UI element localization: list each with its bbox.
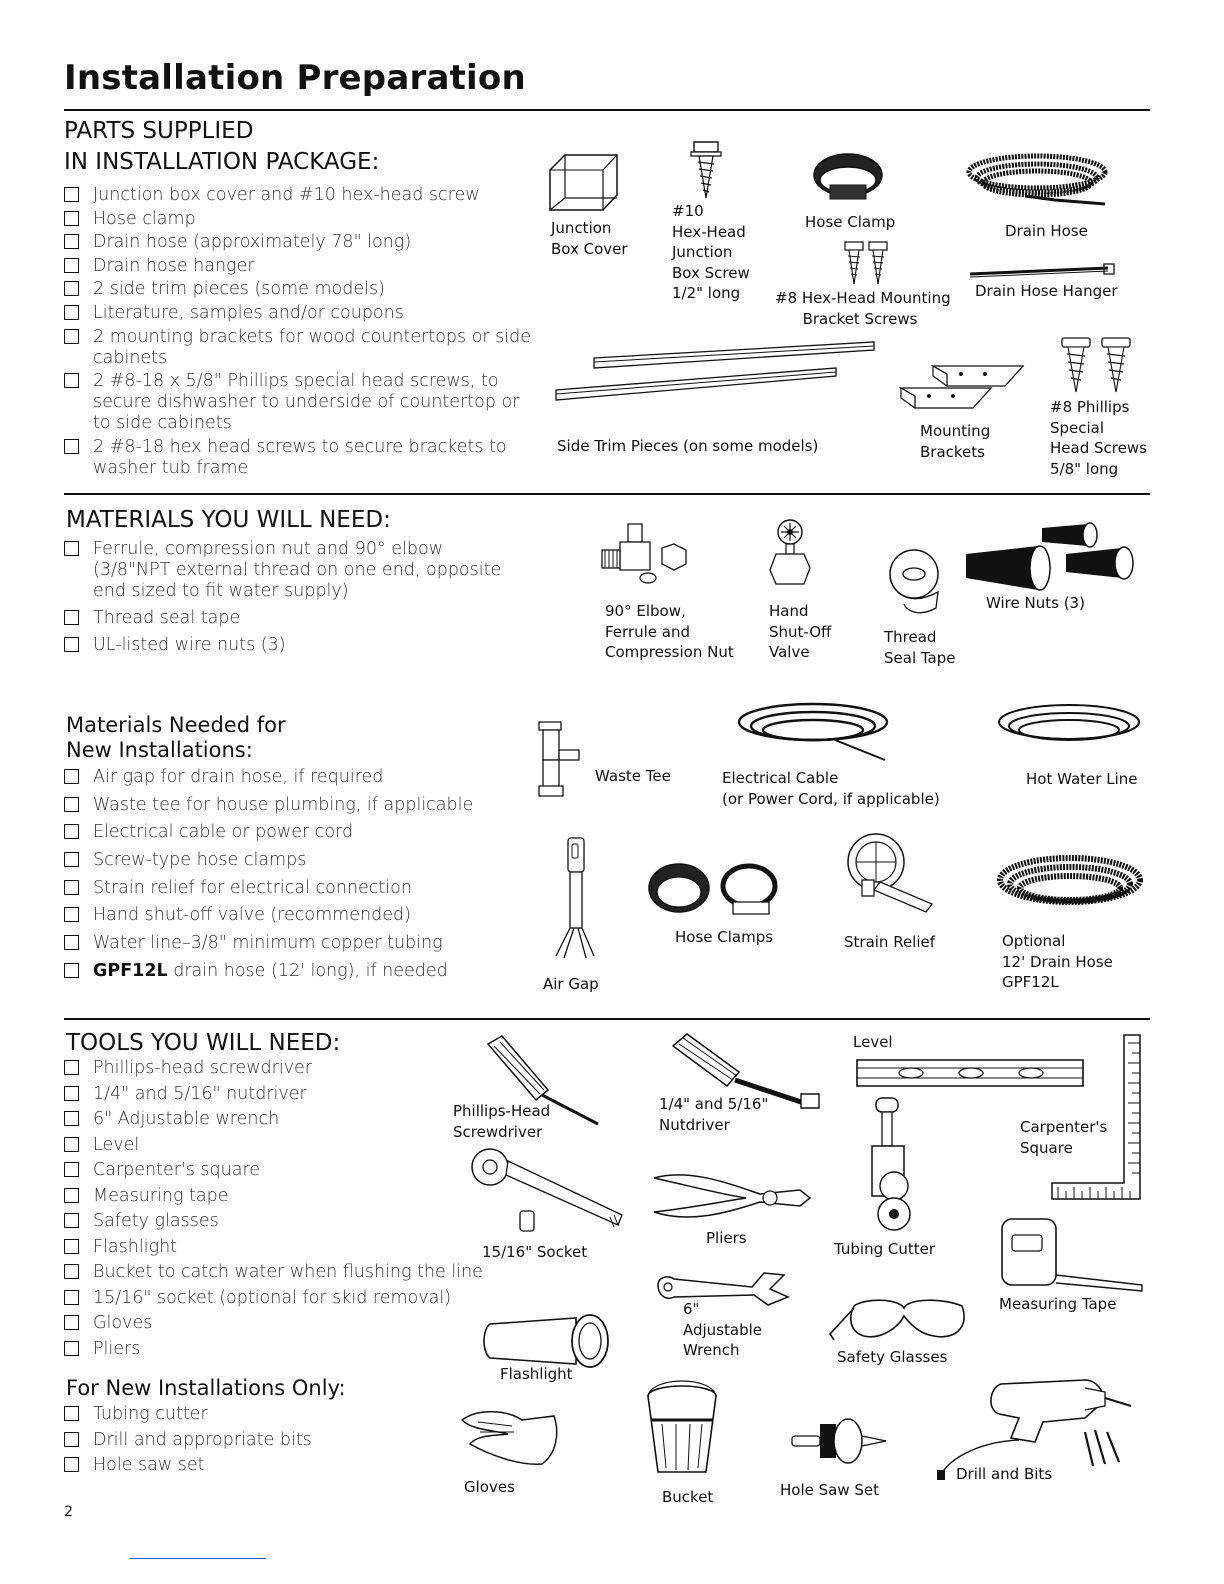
checkbox-icon[interactable]	[64, 907, 79, 922]
checkbox-icon[interactable]	[64, 1239, 79, 1254]
item-text: Carpenter's square	[93, 1160, 261, 1180]
checkbox-icon[interactable]	[64, 797, 79, 812]
item-text: Safety glasses	[93, 1211, 219, 1231]
item-text: Pliers	[93, 1338, 141, 1359]
item-text: 15/16" socket (optional for skid removal)	[93, 1287, 452, 1308]
drain-hose-icon	[965, 150, 1115, 215]
checkbox-icon[interactable]	[64, 439, 79, 454]
item-text: Junction box cover and #10 hex-head screw	[93, 185, 480, 205]
item-text: Drill and appropriate bits	[93, 1429, 312, 1450]
item-text: Thread seal tape	[93, 608, 241, 628]
hole-saw-icon	[790, 1416, 890, 1466]
mount-brackets-icon	[895, 352, 1030, 417]
tape-label: Thread Seal Tape	[884, 628, 956, 667]
item-text: Air gap for drain hose, if required	[93, 767, 384, 787]
socket-wrench-icon	[468, 1145, 633, 1235]
checklist-item	[64, 1211, 484, 1232]
checkbox-icon[interactable]	[64, 1086, 79, 1101]
new-tools-checklist	[64, 1404, 484, 1481]
checkbox-icon[interactable]	[64, 769, 79, 784]
hex-screw-icon	[688, 140, 724, 200]
checkbox-icon[interactable]	[64, 258, 79, 273]
checkbox-icon[interactable]	[64, 880, 79, 895]
checkbox-icon[interactable]	[64, 1341, 79, 1356]
hose-clamp-icon	[808, 148, 888, 203]
screwdriver-label: Phillips-Head Screwdriver	[453, 1102, 551, 1141]
checklist-item	[64, 635, 524, 656]
tools-heading: TOOLS YOU WILL NEED:	[66, 1030, 341, 1056]
thread-tape-icon	[876, 548, 958, 620]
checkbox-icon[interactable]	[64, 824, 79, 839]
item-text: Hose clamp	[93, 208, 196, 229]
checklist-item	[64, 327, 534, 369]
tools-checklist	[64, 1058, 484, 1364]
item-text: Flashlight	[93, 1236, 178, 1257]
item-text: Strain relief for electrical connection	[93, 877, 412, 898]
checklist-item	[64, 767, 524, 788]
checklist-item	[64, 1186, 484, 1207]
checklist-item	[64, 961, 524, 982]
checklist-item	[64, 905, 524, 926]
level-label: Level	[853, 1033, 893, 1051]
wrench-label: 6" Adjustable Wrench	[683, 1300, 762, 1359]
shutoff-valve-icon	[766, 518, 816, 593]
flashlight-icon	[480, 1312, 615, 1370]
gloves-label: Gloves	[464, 1478, 515, 1496]
checkbox-icon[interactable]	[64, 187, 79, 202]
parts-checklist	[64, 185, 534, 481]
item-model-code: GPF12L	[93, 960, 168, 981]
mount-screws-icon	[843, 240, 891, 290]
mount-screws-label: #8 Hex-Head Mounting Bracket Screws	[775, 289, 951, 328]
checklist-item	[64, 822, 524, 843]
square-label: Carpenter's Square	[1020, 1118, 1108, 1157]
item-text: 2 #8-18 hex head screws to secure brackets to washer tub frame	[93, 436, 507, 478]
checklist-item	[64, 850, 524, 871]
page-number: 2	[64, 1504, 73, 1520]
flashlight-label: Flashlight	[500, 1365, 573, 1383]
checklist-item	[64, 1288, 484, 1309]
checklist-item	[64, 1058, 484, 1079]
checkbox-icon[interactable]	[64, 1162, 79, 1177]
parts-heading: PARTS SUPPLIED IN INSTALLATION PACKAGE:	[64, 118, 380, 175]
checklist-item	[64, 185, 534, 206]
measuring-tape-label: Measuring Tape	[999, 1295, 1117, 1313]
checklist-item	[64, 1135, 484, 1156]
item-text: Measuring tape	[93, 1185, 229, 1206]
checkbox-icon[interactable]	[64, 305, 79, 320]
checkbox-icon[interactable]	[64, 1432, 79, 1447]
drain-hose-label: Drain Hose	[1005, 222, 1088, 240]
elbow-label: 90° Elbow, Ferrule and Compression Nut	[605, 602, 734, 661]
item-text: Screw-type hose clamps	[93, 850, 307, 871]
checkbox-icon[interactable]	[64, 637, 79, 652]
waste-tee-icon	[535, 720, 585, 800]
optional-hose-label: Optional 12' Drain Hose GPF12L	[1002, 932, 1113, 991]
tubing-cutter-icon	[858, 1096, 928, 1236]
footer-rule	[130, 1558, 266, 1559]
item-text: Level	[93, 1134, 140, 1155]
valve-label: Hand Shut-Off Valve	[769, 602, 832, 661]
air-gap-label: Air Gap	[543, 975, 599, 993]
mount-brackets-label: Mounting Brackets	[920, 422, 991, 461]
checklist-item	[64, 1109, 484, 1130]
item-text: Waste tee for house plumbing, if applicable	[93, 794, 474, 815]
item-text: 2 mounting brackets for wood countertops or side cabinets	[93, 326, 532, 368]
checklist-item	[64, 539, 524, 602]
item-text: Water line–3/8" minimum copper tubing	[93, 933, 443, 954]
checklist-item	[64, 933, 524, 954]
checkbox-icon[interactable]	[64, 281, 79, 296]
hole-saw-label: Hole Saw Set	[780, 1481, 880, 1499]
item-text: 6" Adjustable wrench	[93, 1109, 280, 1129]
checklist-item	[64, 795, 524, 816]
pliers-label: Pliers	[706, 1229, 747, 1247]
checklist-item	[64, 437, 534, 479]
item-text: Bucket to catch water when flushing the line	[93, 1262, 483, 1282]
item-text: Drain hose hanger	[93, 255, 255, 276]
side-trim-label: Side Trim Pieces (on some models)	[557, 437, 819, 455]
checkbox-icon[interactable]	[64, 1315, 79, 1330]
materials-checklist	[64, 539, 524, 662]
new-materials-checklist	[64, 767, 524, 989]
checklist-item	[64, 303, 534, 324]
checklist-item	[64, 1430, 484, 1451]
item-text: 2 #8-18 x 5/8" Phillips special head screws, to secure dishwasher to underside of countertop or to side cabinets	[93, 371, 520, 434]
checklist-item	[64, 1084, 484, 1105]
optional-drain-hose-icon	[996, 852, 1146, 922]
section-divider	[64, 493, 1150, 495]
drain-hanger-icon	[968, 262, 1118, 280]
hose-clamp-label: Hose Clamp	[805, 213, 896, 231]
item-text: Tubing cutter	[93, 1404, 208, 1424]
checklist-item	[64, 209, 534, 230]
phillips-screws-icon	[1058, 336, 1138, 396]
checklist-item	[64, 256, 534, 277]
pliers-icon	[650, 1164, 815, 1226]
checklist-item	[64, 1313, 484, 1334]
strain-relief-label: Strain Relief	[844, 933, 936, 951]
electrical-cable-icon	[735, 700, 895, 770]
checkbox-icon[interactable]	[64, 1457, 79, 1472]
side-trim-icon	[552, 338, 882, 408]
checklist-item	[64, 1455, 484, 1476]
checkbox-icon[interactable]	[64, 852, 79, 867]
elbow-fitting-icon	[600, 520, 690, 585]
drain-hanger-label: Drain Hose Hanger	[975, 282, 1118, 300]
checkbox-icon[interactable]	[64, 1188, 79, 1203]
checklist-item	[64, 608, 524, 629]
safety-glasses-icon	[824, 1294, 974, 1346]
checklist-item	[64, 1339, 484, 1360]
junction-cover-label: Junction Box Cover	[551, 219, 628, 258]
checkbox-icon[interactable]	[64, 1406, 79, 1421]
item-text: Phillips-head screwdriver	[93, 1058, 312, 1078]
hot-water-line-icon	[995, 700, 1145, 760]
checklist-item	[64, 1237, 484, 1258]
waste-tee-label: Waste Tee	[595, 767, 671, 785]
checklist-item	[64, 371, 534, 434]
checkbox-icon[interactable]	[64, 541, 79, 556]
materials-heading: MATERIALS YOU WILL NEED:	[66, 507, 391, 533]
checklist-item	[64, 1262, 484, 1283]
drill-label: Drill and Bits	[956, 1465, 1053, 1483]
nutdriver-label: 1/4" and 5/16" Nutdriver	[659, 1095, 769, 1134]
checkbox-icon[interactable]	[64, 935, 79, 950]
checkbox-icon[interactable]	[64, 1137, 79, 1152]
cable-label: Electrical Cable (or Power Cord, if applicable)	[722, 769, 940, 808]
bucket-icon	[642, 1380, 722, 1480]
checkbox-icon[interactable]	[64, 1213, 79, 1228]
item-text: Electrical cable or power cord	[93, 822, 354, 843]
socket-label: 15/16" Socket	[482, 1243, 588, 1261]
measuring-tape-icon	[998, 1215, 1148, 1295]
item-text: 2 side trim pieces (some models)	[93, 279, 385, 300]
hot-water-label: Hot Water Line	[1026, 770, 1138, 788]
wire-nuts-icon	[962, 518, 1142, 593]
section-divider	[64, 1018, 1150, 1020]
hex-screw-label: #10 Hex-Head Junction Box Screw 1/2" long	[672, 202, 750, 302]
checklist-item	[64, 279, 534, 300]
hose-clamps-icon	[645, 858, 795, 920]
page-title: Installation Preparation	[64, 58, 526, 98]
checkbox-icon[interactable]	[64, 1264, 79, 1279]
new-tools-heading: For New Installations Only:	[66, 1376, 346, 1400]
item-text: UL-listed wire nuts (3)	[93, 635, 286, 655]
checklist-item	[64, 878, 524, 899]
checkbox-icon[interactable]	[64, 1060, 79, 1075]
checkbox-icon[interactable]	[64, 211, 79, 226]
checkbox-icon[interactable]	[64, 963, 79, 978]
new-materials-heading: Materials Needed for New Installations:	[66, 713, 286, 762]
item-text: Literature, samples and/or coupons	[93, 302, 404, 323]
checkbox-icon[interactable]	[64, 329, 79, 344]
item-text: Gloves	[93, 1313, 153, 1333]
checkbox-icon[interactable]	[64, 610, 79, 625]
air-gap-icon	[550, 836, 600, 966]
gloves-icon	[458, 1404, 563, 1469]
phillips-screws-label: #8 Phillips Special Head Screws 5/8" long	[1050, 398, 1147, 478]
strain-relief-icon	[842, 822, 942, 917]
bucket-label: Bucket	[662, 1488, 714, 1506]
checklist-item	[64, 232, 534, 253]
checkbox-icon[interactable]	[64, 1290, 79, 1305]
item-text: 1/4" and 5/16" nutdriver	[93, 1083, 307, 1104]
wire-nuts-label: Wire Nuts (3)	[986, 594, 1085, 612]
safety-glasses-label: Safety Glasses	[837, 1348, 948, 1366]
item-text: drain hose (12' long), if needed	[167, 960, 448, 981]
checkbox-icon[interactable]	[64, 373, 79, 388]
tubing-cutter-label: Tubing Cutter	[834, 1240, 936, 1258]
item-text: Hand shut-off valve (recommended)	[93, 905, 411, 926]
checklist-item	[64, 1160, 484, 1181]
item-text: Drain hose (approximately 78" long)	[93, 232, 412, 253]
item-text: Hole saw set	[93, 1455, 205, 1475]
hose-clamps-label: Hose Clamps	[675, 928, 774, 946]
section-divider	[64, 109, 1150, 111]
item-text: Ferrule, compression nut and 90° elbow (3/8"NPT external thread on one end, opposite end sized to fit water supply)	[93, 539, 502, 601]
checkbox-icon[interactable]	[64, 234, 79, 249]
checkbox-icon[interactable]	[64, 1111, 79, 1126]
junction-box-cover-icon	[545, 150, 625, 220]
checklist-item	[64, 1404, 484, 1425]
